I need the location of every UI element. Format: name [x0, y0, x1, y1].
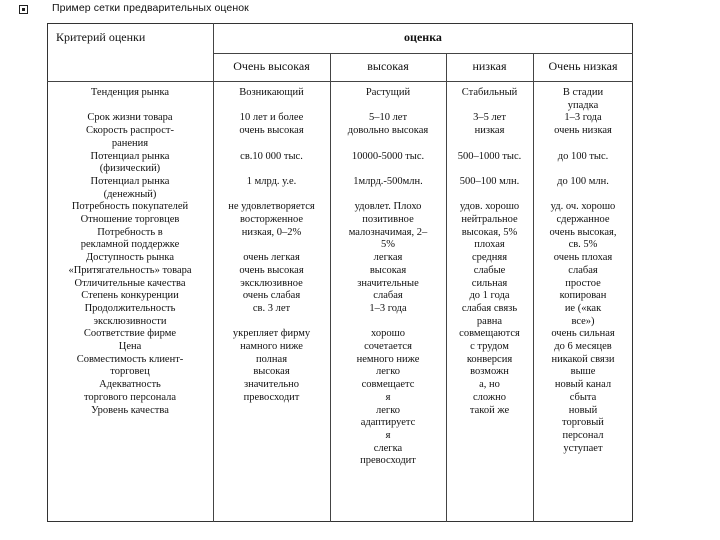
high-line: значительные	[357, 277, 419, 289]
very-high-line	[215, 189, 328, 202]
very-high-line: высокая	[253, 366, 290, 378]
high-line: довольно высокая	[347, 125, 429, 137]
criterion-line: Потенциал рынка	[90, 175, 170, 187]
very-low-line: все»)	[571, 315, 595, 327]
criterion-line: Продолжительность	[84, 302, 176, 314]
criterion-line: эксклюзивности	[93, 315, 167, 327]
low-line: высокая, 5%	[461, 226, 518, 238]
very-low-line	[535, 189, 631, 202]
very-high-line	[215, 100, 328, 113]
very-low-line: новый канал	[554, 379, 612, 391]
criterion-line: Скорость распрост-	[86, 125, 174, 137]
low-line: возможн	[470, 366, 509, 378]
table-divider	[213, 53, 633, 54]
high-line: малозначимая, 2–	[348, 226, 428, 238]
criterion-line	[49, 100, 211, 113]
criteria-column	[49, 87, 211, 417]
high-line: легко	[375, 404, 401, 416]
high-line: 5%	[381, 239, 395, 251]
very-high-line: намного ниже	[240, 341, 303, 353]
very-low-line: уступает	[563, 442, 603, 454]
very-high-line: очень высокая	[239, 264, 304, 276]
high-line: Растущий	[365, 87, 411, 98]
very-high-line: превосходит	[243, 391, 300, 403]
criterion-line: торговец	[110, 366, 150, 378]
low-line: а, но	[479, 379, 500, 391]
very-high-line: значительно	[243, 379, 300, 391]
very-high-line: св. 3 лет	[252, 302, 291, 314]
high-line: 5–10 лет	[368, 112, 408, 124]
very-high-line: низкая, 0–2%	[241, 226, 302, 238]
very-low-line: В стадии	[562, 87, 604, 98]
very-high-line: очень высокая	[239, 125, 304, 137]
high-column	[332, 87, 444, 468]
criterion-line: Тенденция рынка	[90, 87, 170, 98]
criterion-line: Отношение торговцев	[80, 214, 180, 226]
very-high-column	[215, 87, 328, 405]
very-low-line: персонал	[562, 429, 604, 441]
high-line: немного ниже	[356, 353, 420, 365]
very-high-line: 1 млрд. у.е.	[246, 175, 297, 187]
high-line: хорошо	[371, 328, 405, 340]
low-line: нейтральное	[461, 214, 518, 226]
column-header-very-low: Очень низкая	[548, 59, 618, 73]
high-line: 10000-5000 тыс.	[351, 150, 425, 162]
high-line: 1млрд.-500млн.	[353, 175, 423, 187]
very-high-line: эксклюзивное	[240, 277, 303, 289]
very-high-line: укрепляет фирму	[232, 328, 311, 340]
very-low-line: ие («как	[564, 302, 602, 314]
page-title: Пример сетки предварительных оценок	[52, 2, 249, 14]
low-line: совмещаются	[459, 328, 520, 340]
high-line: я	[385, 429, 391, 441]
score-header: оценка	[404, 30, 442, 44]
very-low-line: до 6 месяцев	[554, 341, 612, 353]
low-line: средняя	[471, 252, 508, 264]
very-high-line	[215, 138, 328, 151]
column-header-high: высокая	[367, 59, 409, 73]
low-line: слабая связь	[461, 302, 518, 314]
low-line: 500–1000 тыс.	[457, 150, 522, 162]
criterion-line: Доступность рынка	[86, 252, 174, 264]
very-low-line: сбыта	[569, 391, 597, 403]
very-low-line: простое	[565, 277, 601, 289]
very-low-line: св. 5%	[568, 239, 598, 251]
criterion-line: Отличительные качества	[74, 277, 186, 289]
very-high-line: 10 лет и более	[239, 112, 304, 124]
very-low-column	[535, 87, 631, 455]
high-line: легкая	[373, 252, 403, 264]
low-line: Стабильный	[461, 87, 518, 98]
very-low-line: 1–3 года	[564, 112, 602, 124]
criterion-line: ранения	[111, 137, 149, 149]
high-line	[332, 100, 444, 113]
high-line: позитивное	[362, 214, 414, 226]
criterion-line: (физический)	[99, 163, 161, 175]
table-divider	[330, 53, 331, 522]
table-divider	[533, 53, 534, 522]
very-low-line: очень сильная	[551, 328, 615, 340]
very-low-line: до 100 млн.	[557, 175, 609, 187]
criterion-line: Потенциал рынка	[90, 150, 170, 162]
criterion-header: Критерий оценки	[56, 30, 146, 44]
high-line: высокая	[369, 264, 407, 276]
low-line	[448, 138, 531, 151]
very-high-line: не удовлетворяется	[228, 201, 315, 213]
very-low-line: очень низкая	[554, 125, 612, 137]
high-line: слабая	[373, 290, 403, 302]
criterion-line: Уровень качества	[91, 404, 169, 416]
criterion-line: Степень конкуренции	[81, 290, 179, 302]
low-line: такой же	[469, 404, 510, 416]
very-low-line: копирован	[559, 290, 607, 302]
very-high-line: Возникающий	[239, 87, 304, 98]
high-line: адаптируетс	[360, 417, 416, 429]
high-line: я	[385, 391, 391, 403]
low-line: удов. хорошо	[459, 201, 520, 213]
criterion-line: рекламной поддержке	[80, 239, 180, 251]
high-line: 1–3 года	[369, 302, 407, 314]
high-line: превосходит	[360, 455, 416, 467]
low-line: равна	[476, 315, 503, 327]
high-line	[332, 316, 444, 329]
very-low-line: упадка	[567, 99, 599, 111]
low-line: до 1 года	[469, 290, 510, 302]
low-line: сильная	[471, 277, 508, 289]
very-high-line: очень легкая	[243, 252, 300, 264]
very-high-line	[215, 316, 328, 329]
very-low-line: сдержанное	[556, 214, 610, 226]
high-line: удовлет. Плохо	[354, 201, 422, 213]
very-high-line: св.10 000 тыс.	[240, 150, 303, 162]
very-low-line: очень плохая	[553, 252, 613, 264]
low-line: сложно	[472, 391, 506, 403]
high-line	[332, 138, 444, 151]
low-line: 500–100 млн.	[459, 175, 520, 187]
very-low-line	[535, 163, 631, 176]
low-line: конверсия	[466, 353, 513, 365]
very-high-line	[215, 163, 328, 176]
bullet-icon	[19, 5, 28, 14]
low-line	[448, 189, 531, 202]
table-divider	[213, 23, 214, 522]
low-line: 3–5 лет	[473, 112, 506, 124]
very-low-line: уд. оч. хорошо	[550, 201, 616, 213]
criterion-line: Соответствие фирме	[83, 328, 177, 340]
very-low-line: торговый	[562, 417, 604, 429]
low-line: низкая	[474, 125, 505, 137]
criterion-line: Цена	[118, 341, 142, 353]
high-line	[332, 163, 444, 176]
column-header-very-high: Очень высокая	[233, 59, 310, 73]
very-high-line: восторженное	[239, 214, 304, 226]
criterion-line: (денежный)	[103, 188, 157, 200]
table-divider	[446, 53, 447, 522]
high-line	[332, 189, 444, 202]
low-line	[448, 163, 531, 176]
column-header-low: низкая	[472, 59, 507, 73]
low-line: плохая	[474, 239, 505, 251]
low-line: с трудом	[470, 341, 509, 353]
very-low-line: очень высокая,	[549, 226, 617, 238]
very-high-line: полная	[255, 353, 288, 365]
very-high-line: очень слабая	[242, 290, 301, 302]
criterion-line: Потребность в	[97, 226, 163, 238]
criterion-line: Срок жизни товара	[87, 112, 173, 124]
criterion-line: Адекватность	[99, 379, 161, 391]
low-column	[448, 87, 531, 417]
high-line: слегка	[373, 442, 403, 454]
very-low-line: никакой связи	[551, 353, 615, 365]
very-low-line: слабая	[568, 264, 598, 276]
high-line: легко	[375, 366, 401, 378]
criterion-line: Совместимость клиент-	[76, 353, 184, 365]
high-line: сочетается	[364, 341, 412, 353]
very-low-line: выше	[570, 366, 596, 378]
very-high-line	[215, 239, 328, 252]
very-low-line	[535, 138, 631, 151]
criterion-line: Потребность покупателей	[71, 201, 189, 213]
table-divider	[47, 81, 633, 82]
high-line: совмещаетс	[361, 379, 415, 391]
low-line	[448, 100, 531, 113]
very-low-line: до 100 тыс.	[557, 150, 609, 162]
criterion-line: «Притягательность» товара	[68, 264, 192, 276]
very-low-line: новый	[568, 404, 598, 416]
criterion-line: торгового персонала	[83, 391, 176, 403]
low-line: слабые	[473, 264, 506, 276]
